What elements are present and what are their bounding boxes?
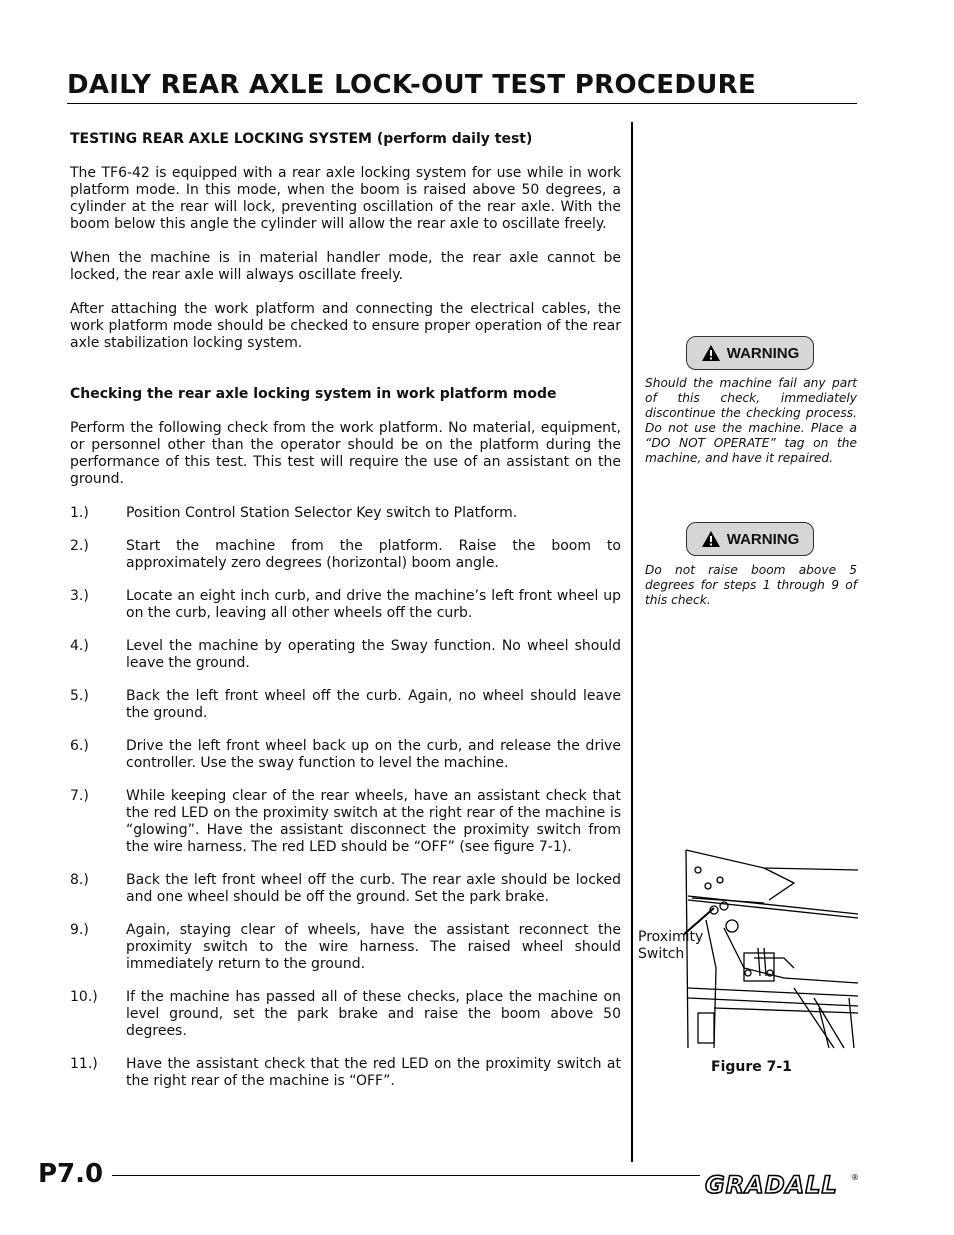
callout-line-2: Switch bbox=[638, 946, 685, 962]
step-number: 11.) bbox=[70, 1056, 98, 1072]
figure-7-1-drawing bbox=[684, 848, 858, 1053]
step-number: 5.) bbox=[70, 688, 89, 704]
step-number: 4.) bbox=[70, 638, 89, 654]
step-number: 6.) bbox=[70, 738, 89, 754]
step-number: 10.) bbox=[70, 989, 98, 1005]
step-item bbox=[70, 505, 621, 522]
step-text: Back the left front wheel off the curb. The rear axle should be locked and one wheel should be off the ground. Set the park brake. bbox=[126, 872, 621, 905]
svg-text:GRADALL: GRADALL bbox=[705, 1171, 838, 1199]
step-text: Back the left front wheel off the curb. Again, no wheel should leave the ground. bbox=[126, 688, 621, 721]
warning-triangle-icon bbox=[701, 530, 721, 548]
gradall-logo bbox=[703, 1168, 863, 1200]
main-column bbox=[70, 131, 621, 1090]
intro-paragraph-1: The TF6-42 is equipped with a rear axle locking system for use while in work platform mode. In this mode, when the boom is raised above 50 degrees, a cylinder at the rear will lock, preventing oscillation of the rear axle. With the boom below this angle the cylinder will allow the rear axle to oscillate freely. bbox=[70, 165, 621, 232]
step-number: 3.) bbox=[70, 588, 89, 604]
warning-text: Do not raise boom above 5 degrees for steps 1 through 9 of this check. bbox=[645, 563, 857, 607]
section-heading: TESTING REAR AXLE LOCKING SYSTEM (perform daily test) bbox=[70, 131, 533, 147]
step-text: Drive the left front wheel back up on the curb, and release the drive controller. Use the sway function to level the machine. bbox=[126, 738, 621, 771]
warning-label: WARNING bbox=[726, 530, 800, 548]
warning-badge bbox=[686, 336, 814, 370]
step-text: Locate an eight inch curb, and drive the machine’s left front wheel up on the curb, leaving all other wheels off the curb. bbox=[126, 588, 621, 621]
subheading: Checking the rear axle locking system in work platform mode bbox=[70, 386, 557, 402]
step-text: Start the machine from the platform. Raise the boom to approximately zero degrees (horizontal) boom angle. bbox=[126, 538, 621, 571]
step-text: If the machine has passed all of these checks, place the machine on level ground, set the park brake and raise the boom above 50 degrees. bbox=[126, 989, 621, 1039]
page-number: P7.0 bbox=[38, 1159, 104, 1189]
step-number: 8.) bbox=[70, 872, 89, 888]
step-text: While keeping clear of the rear wheels, have an assistant check that the red LED on the proximity switch at the right rear of the machine is “glowing”. Have the assistant disconnect the proximity switch from the wire harness. The red LED should be “OFF” (see figure 7-1). bbox=[126, 788, 621, 855]
step-number: 1.) bbox=[70, 505, 89, 521]
page-title: DAILY REAR AXLE LOCK-OUT TEST PROCEDURE bbox=[67, 70, 757, 100]
step-item bbox=[70, 788, 621, 856]
footer-rule bbox=[112, 1175, 700, 1176]
warning-badge bbox=[686, 522, 814, 556]
intro-paragraph-2: When the machine is in material handler mode, the rear axle cannot be locked, the rear axle will always oscillate freely. bbox=[70, 250, 621, 283]
title-rule bbox=[67, 103, 857, 104]
step-item bbox=[70, 638, 621, 672]
column-divider bbox=[631, 122, 633, 1162]
svg-text:®: ® bbox=[851, 1173, 859, 1182]
step-item bbox=[70, 538, 621, 572]
step-item bbox=[70, 989, 621, 1040]
step-item bbox=[70, 738, 621, 772]
step-item bbox=[70, 922, 621, 973]
step-text: Position Control Station Selector Key switch to Platform. bbox=[126, 505, 518, 521]
step-text: Level the machine by operating the Sway function. No wheel should leave the ground. bbox=[126, 638, 621, 671]
check-intro: Perform the following check from the work platform. No material, equipment, or personnel other than the operator should be on the platform during the performance of this test. This test will require the use of an assistant on the ground. bbox=[70, 420, 621, 487]
figure-caption: Figure 7-1 bbox=[711, 1059, 792, 1075]
step-item bbox=[70, 688, 621, 722]
step-item bbox=[70, 872, 621, 906]
step-number: 9.) bbox=[70, 922, 89, 938]
warning-text: Should the machine fail any part of this check, immediately discontinue the checking process. Do not use the machine. Place a “DO NOT OPERATE” tag on the machine, and have it repaired. bbox=[645, 376, 857, 465]
warning-triangle-icon bbox=[701, 344, 721, 362]
proximity-switch-callout bbox=[638, 929, 703, 963]
step-number: 2.) bbox=[70, 538, 89, 554]
warning-label: WARNING bbox=[726, 344, 800, 362]
step-text: Have the assistant check that the red LED on the proximity switch at the right rear of the machine is “OFF”. bbox=[126, 1056, 621, 1089]
step-text: Again, staying clear of wheels, have the assistant reconnect the proximity switch to the wire harness. The raised wheel should immediately return to the ground. bbox=[126, 922, 621, 972]
step-number: 7.) bbox=[70, 788, 89, 804]
step-item bbox=[70, 588, 621, 622]
intro-paragraph-3: After attaching the work platform and connecting the electrical cables, the work platform mode should be checked to ensure proper operation of the rear axle stabilization locking system. bbox=[70, 301, 621, 351]
callout-line-1: Proximity bbox=[638, 929, 704, 945]
step-item bbox=[70, 1056, 621, 1090]
